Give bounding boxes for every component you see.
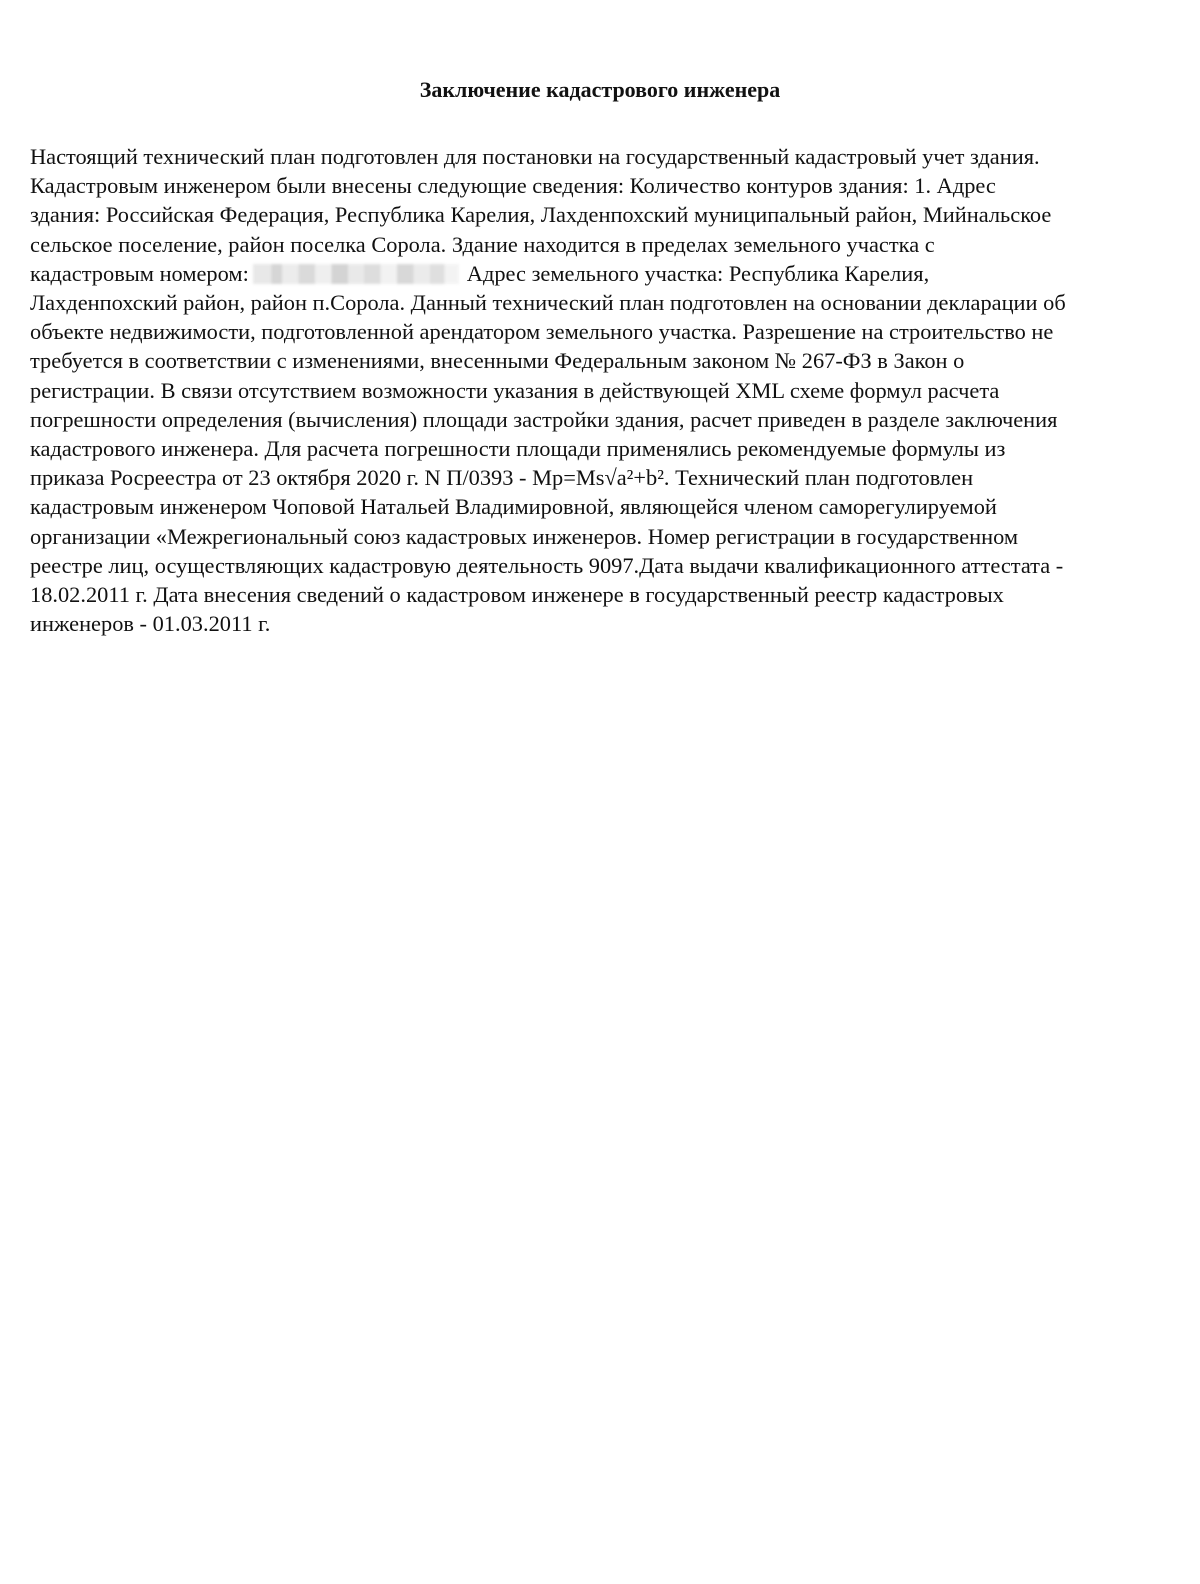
- document-body: [30, 142, 1180, 638]
- body-line: инженеров - 01.03.2011 г.: [30, 611, 271, 637]
- body-line: кадастрового инженера. Для расчета погрешности площади применялись рекомендуемые формулы из: [30, 436, 1006, 462]
- body-line: здания: Российская Федерация, Республика Карелия, Лахденпохский муниципальный район, Мийнальское: [30, 202, 1052, 228]
- body-line: сельское поселение, район поселка Сорола. Здание находится в пределах земельного участка с: [30, 231, 935, 257]
- redacted-cadastral-number: [253, 264, 459, 284]
- land-plot-address-label: Адрес земельного участка: Республика Карелия,: [466, 260, 930, 286]
- body-line: организации «Межрегиональный союз кадастровых инженеров. Номер регистрации в государственном: [30, 523, 1019, 549]
- body-line: Лахденпохский район, район п.Сорола. Данный технический план подготовлен на основании декларации об: [30, 290, 1066, 316]
- body-line: реестре лиц, осуществляющих кадастровую деятельность 9097.Дата выдачи квалификационного аттестата -: [30, 552, 1064, 578]
- cadastral-number-label: кадастровым номером:: [30, 260, 249, 286]
- document-title: Заключение кадастрового инженера: [419, 77, 781, 102]
- body-line: погрешности определения (вычисления) площади застройки здания, расчет приведен в разделе заключения: [30, 406, 1058, 432]
- body-line: кадастровым инженером Чоповой Натальей Владимировной, являющейся членом саморегулируемой: [30, 494, 997, 520]
- body-line-cadastral-number: [30, 259, 1180, 288]
- body-line: требуется в соответствии с изменениями, внесенными Федеральным законом № 267-ФЗ в Закон о: [30, 348, 965, 374]
- body-line: объекте недвижимости, подготовленной арендатором земельного участка. Разрешение на строительство не: [30, 319, 1054, 345]
- body-line: 18.02.2011 г. Дата внесения сведений о кадастровом инженере в государственный реестр кадастровых: [30, 582, 1004, 608]
- body-line: регистрации. В связи отсутствием возможности указания в действующей XML схеме формул расчета: [30, 377, 1000, 403]
- body-line: приказа Росреестра от 23 октября 2020 г. N П/0393 - Mp=Ms√a²+b². Технический план подготовлен: [30, 465, 974, 491]
- body-line: Кадастровым инженером были внесены следующие сведения: Количество контуров здания: 1. Адрес: [30, 173, 996, 199]
- body-line: Настоящий технический план подготовлен для постановки на государственный кадастровый учет здания.: [30, 144, 1040, 169]
